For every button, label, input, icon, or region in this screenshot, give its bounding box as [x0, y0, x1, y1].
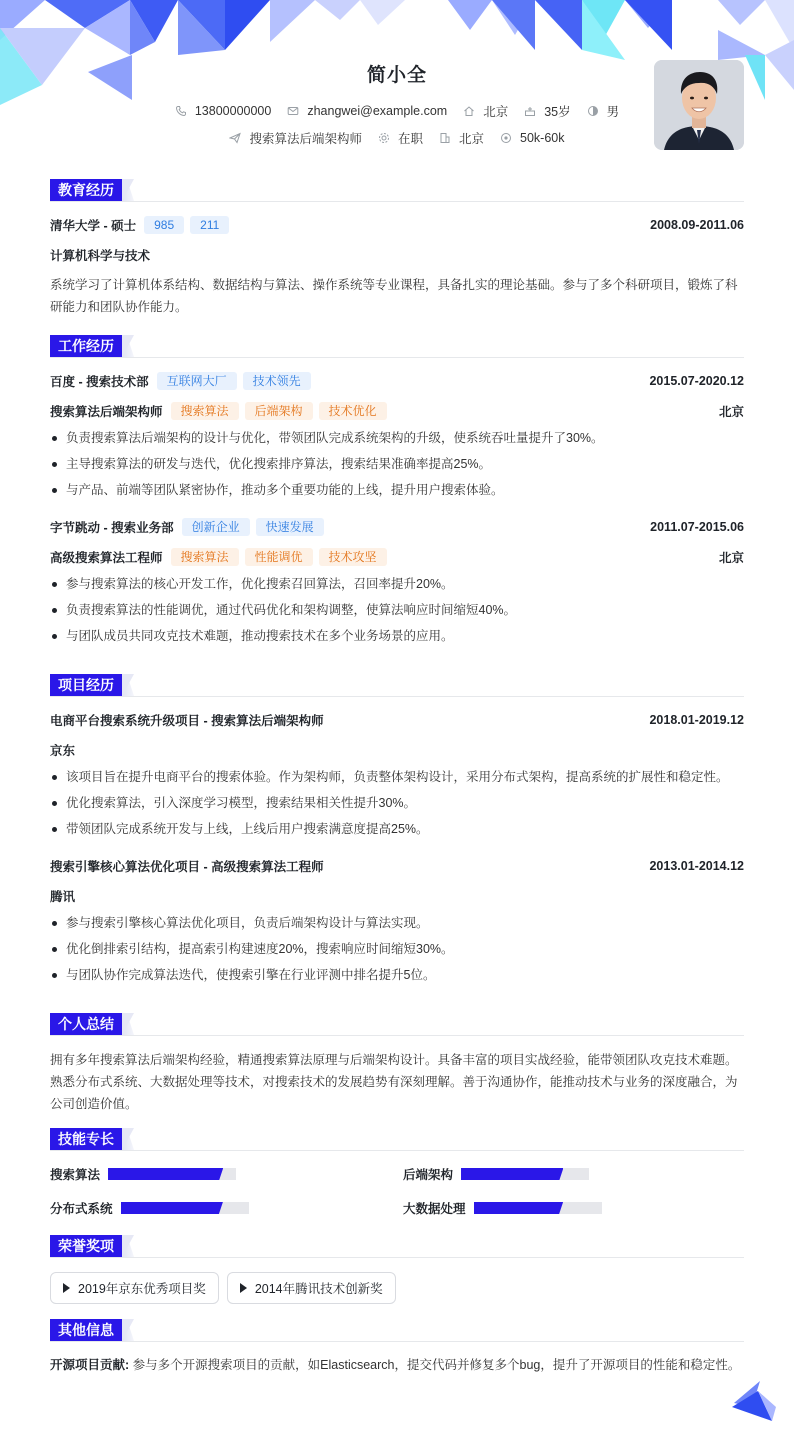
other-info	[50, 1355, 744, 1375]
phone-icon	[175, 105, 187, 117]
project-org: 京东	[50, 744, 76, 758]
company-tag: 创新企业	[182, 518, 250, 536]
target-position-text: 搜索算法后端架构师	[249, 132, 362, 146]
resume-header	[50, 0, 744, 178]
status-item	[378, 129, 423, 147]
candidate-name: 简小全	[366, 65, 427, 86]
company-tag: 互联网大厂	[157, 372, 237, 390]
work-period: 2011.07-2015.06	[650, 520, 744, 534]
education-period: 2008.09-2011.06	[650, 218, 744, 232]
work-section	[50, 334, 744, 649]
other-text: 参与多个开源搜索项目的贡献，如Elasticsearch，提交代码并修复多个bug，提升了开源项目的性能和稳定性。	[132, 1358, 741, 1372]
work-header	[50, 334, 744, 358]
project-period: 2018.01-2019.12	[649, 713, 744, 727]
award-item	[50, 1272, 219, 1304]
project-title: 搜索引擎核心算法优化项目 - 高级搜索算法工程师	[50, 860, 324, 874]
education-header	[50, 178, 744, 202]
position-tag: 性能调优	[245, 548, 313, 566]
list-item: 该项目旨在提升电商平台的搜索体验。作为架构师，负责整体架构设计，采用分布式架构，提高系统的扩展性和稳定性。	[50, 764, 744, 790]
gender-icon	[587, 105, 599, 117]
status-icon	[378, 132, 390, 144]
building-icon	[439, 132, 451, 144]
list-item: 优化倒排索引结构，提高索引构建速度20%，搜索响应时间缩短30%。	[50, 936, 744, 962]
awards-header	[50, 1234, 744, 1258]
list-item: 主导搜索算法的研发与迭代，优化搜索排序算法，搜索结果准确率提高25%。	[50, 451, 744, 477]
target-position-item	[229, 129, 362, 147]
company-name: 字节跳动 - 搜索业务部	[50, 521, 174, 535]
education-section	[50, 178, 744, 318]
target-city-text: 北京	[459, 132, 485, 146]
project-row	[50, 710, 744, 730]
work-bullets	[50, 425, 744, 503]
skill-bar-fill	[461, 1168, 563, 1180]
salary-text: 50k-60k	[520, 131, 565, 145]
position-tag: 技术优化	[319, 402, 387, 420]
company-row	[50, 517, 744, 537]
award-item	[227, 1272, 396, 1304]
project-bullets	[50, 910, 744, 988]
location-item	[463, 102, 508, 120]
award-label: 2014年腾讯技术创新奖	[254, 1282, 383, 1296]
project-org: 腾讯	[50, 890, 76, 904]
summary-section	[50, 1012, 744, 1115]
salary-item	[500, 131, 564, 145]
education-tag: 985	[144, 216, 184, 234]
position-row	[50, 547, 744, 567]
summary-header	[50, 1012, 744, 1036]
other-title: 其他信息	[50, 1319, 122, 1341]
project-bullets	[50, 764, 744, 842]
major-row	[50, 245, 744, 265]
position-tag: 搜索算法	[171, 402, 239, 420]
age-icon	[524, 105, 536, 117]
skills-header	[50, 1127, 744, 1151]
skill-bar	[474, 1202, 602, 1214]
target-city-item	[439, 129, 484, 147]
list-item: 优化搜索算法，引入深度学习模型，搜索结果相关性提升30%。	[50, 790, 744, 816]
company-tag: 快速发展	[256, 518, 324, 536]
awards-list	[50, 1272, 744, 1304]
age-text: 35岁	[544, 105, 571, 119]
list-item: 负责搜索算法后端架构的设计与优化，带领团队完成系统架构的升级，使系统吞吐量提升了30%。	[50, 425, 744, 451]
other-header	[50, 1318, 744, 1342]
awards-section	[50, 1234, 744, 1304]
send-icon	[229, 132, 241, 144]
skill-name: 后端架构	[403, 1168, 454, 1182]
salary-icon	[500, 132, 512, 144]
project-org-row	[50, 886, 744, 906]
list-item: 与团队协作完成算法迭代，使搜索引擎在行业评测中排名提升5位。	[50, 962, 744, 988]
summary-text: 拥有多年搜索算法后端架构经验，精通搜索算法原理与后端架构设计。具备丰富的项目实战经验，能带领团队攻克技术难题。熟悉分布式系统、大数据处理等技术，对搜索技术的发展趋势有深刻理解。善于沟通协作，能推动技术与业务的深度融合，为公司创造价值。	[50, 1053, 738, 1111]
skill-bar	[461, 1168, 589, 1180]
location-text: 北京	[483, 105, 509, 119]
skill-item	[50, 1164, 403, 1184]
email-text: zhangwei@example.com	[307, 104, 448, 118]
project-entry	[50, 710, 744, 842]
award-label: 2019年京东优秀项目奖	[78, 1282, 206, 1296]
skills-section	[50, 1127, 744, 1218]
skill-name: 分布式系统	[50, 1202, 113, 1216]
list-item: 与产品、前端等团队紧密协作，推动多个重要功能的上线，提升用户搜索体验。	[50, 477, 744, 503]
work-city: 北京	[718, 405, 744, 419]
skill-bar-fill	[474, 1202, 564, 1214]
email-item	[287, 104, 447, 118]
job-intent-row	[50, 129, 744, 147]
position-name: 高级搜索算法工程师	[50, 551, 163, 565]
work-entry	[50, 371, 744, 503]
gender-text: 男	[606, 105, 620, 119]
project-org-row	[50, 740, 744, 760]
projects-section	[50, 673, 744, 988]
status-text: 在职	[398, 132, 424, 146]
skill-bar	[108, 1168, 236, 1180]
phone-item	[175, 104, 271, 118]
skill-item	[403, 1164, 744, 1184]
list-item: 参与搜索引擎核心算法优化项目，负责后端架构设计与算法实现。	[50, 910, 744, 936]
mail-icon	[287, 105, 299, 117]
project-row	[50, 856, 744, 876]
skill-name: 大数据处理	[403, 1202, 466, 1216]
gender-item	[587, 102, 620, 120]
work-title: 工作经历	[50, 335, 122, 357]
school-name: 清华大学 - 硕士	[50, 219, 137, 233]
list-item: 负责搜索算法的性能调优，通过代码优化和架构调整，使算法响应时间缩短40%。	[50, 597, 744, 623]
project-period: 2013.01-2014.12	[649, 859, 744, 873]
major: 计算机科学与技术	[50, 249, 151, 263]
awards-title: 荣誉奖项	[50, 1235, 122, 1257]
list-item: 参与搜索算法的核心开发工作，优化搜索召回算法，召回率提升20%。	[50, 571, 744, 597]
list-item: 带领团队完成系统开发与上线，上线后用户搜索满意度提高25%。	[50, 816, 744, 842]
skill-item	[403, 1198, 744, 1218]
position-tag: 后端架构	[245, 402, 313, 420]
company-tag: 技术领先	[243, 372, 311, 390]
position-name: 搜索算法后端架构师	[50, 405, 163, 419]
skills-title: 技能专长	[50, 1128, 122, 1150]
skill-bar	[121, 1202, 249, 1214]
phone-text: 13800000000	[194, 104, 272, 118]
skill-bar-fill	[108, 1168, 223, 1180]
work-period: 2015.07-2020.12	[649, 374, 744, 388]
project-entry	[50, 856, 744, 988]
other-label: 开源项目贡献:	[50, 1358, 130, 1372]
list-item: 与团队成员共同攻克技术难题，推动搜索技术在多个业务场景的应用。	[50, 623, 744, 649]
other-section	[50, 1318, 744, 1375]
education-row	[50, 215, 744, 235]
play-icon	[240, 1283, 247, 1293]
company-row	[50, 371, 744, 391]
education-description: 系统学习了计算机体系结构、数据结构与算法、操作系统等专业课程，具备扎实的理论基础。参与了多个科研项目，锻炼了科研能力和团队协作能力。	[50, 278, 738, 314]
age-item	[524, 102, 570, 120]
skill-bar-fill	[121, 1202, 223, 1214]
play-icon	[63, 1283, 70, 1293]
home-icon	[463, 105, 475, 117]
project-title: 电商平台搜索系统升级项目 - 搜索算法后端架构师	[50, 714, 324, 728]
position-row	[50, 401, 744, 421]
work-city: 北京	[718, 551, 744, 565]
projects-title: 项目经历	[50, 674, 122, 696]
skills-grid	[50, 1164, 744, 1218]
contact-row	[50, 102, 744, 120]
skill-name: 搜索算法	[50, 1168, 101, 1182]
education-tag: 211	[190, 216, 229, 234]
summary-title: 个人总结	[50, 1013, 122, 1035]
projects-header	[50, 673, 744, 697]
position-tag: 技术攻坚	[319, 548, 387, 566]
position-tag: 搜索算法	[171, 548, 239, 566]
skill-item	[50, 1198, 403, 1218]
education-title: 教育经历	[50, 179, 122, 201]
corner-decoration	[732, 1381, 776, 1425]
profile-photo	[654, 60, 744, 150]
work-bullets	[50, 571, 744, 649]
work-entry	[50, 517, 744, 649]
company-name: 百度 - 搜索技术部	[50, 375, 149, 389]
